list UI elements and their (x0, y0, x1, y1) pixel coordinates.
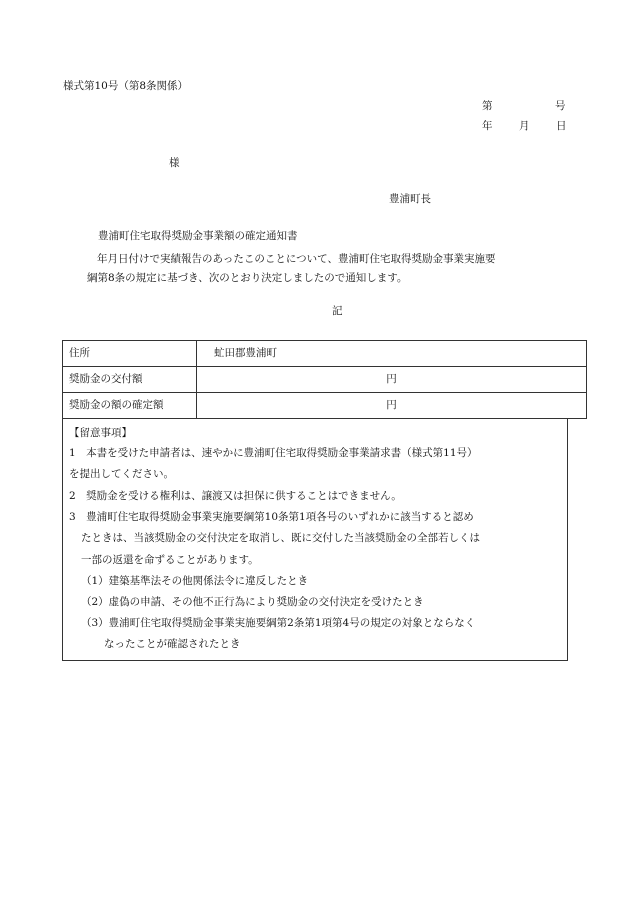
document-number-suffix: 号 (555, 100, 566, 112)
recipient-honorific: 様 (169, 157, 180, 169)
note-item-1-line-1: 1 本書を受けた申請者は、速やかに豊浦町住宅取得奨励金事業請求書（様式第11号） (69, 447, 478, 459)
table-row (63, 393, 587, 419)
body-line-1: 年月日付けで実績報告のあったこのことについて、豊浦町住宅取得奨励金事業実施要 (97, 253, 496, 265)
notes-heading: 【留意事項】 (69, 427, 132, 439)
note-sub-3-line-2: なったことが確認されたとき (104, 638, 241, 650)
grant-amount-unit: 円 (197, 367, 587, 393)
note-item-3-line-3: 一部の返還を命ずることがあります。 (81, 554, 259, 566)
body-text (87, 250, 567, 288)
table-row (63, 341, 587, 367)
form-number: 様式第10号（第8条関係） (63, 80, 189, 92)
note-item-1-line-2: を提出してください。 (69, 468, 174, 480)
date-day: 日 (556, 120, 567, 132)
note-sub-2: （2）虚偽の申請、その他不正行為により奨励金の交付決定を受けたとき (81, 596, 424, 608)
notes-box (62, 418, 568, 661)
grant-amount-label: 奨励金の交付額 (63, 367, 197, 393)
date-year: 年 (482, 120, 493, 132)
sender-title: 豊浦町長 (389, 193, 431, 205)
document-number-prefix: 第 (482, 100, 493, 112)
info-table (62, 340, 587, 419)
confirmed-amount-unit: 円 (197, 393, 587, 419)
date-month: 月 (519, 120, 530, 132)
note-sub-3-line-1: （3）豊浦町住宅取得奨励金事業実施要綱第2条第1項第4号の規定の対象とならなく (81, 617, 476, 629)
document-title: 豊浦町住宅取得奨励金事業額の確定通知書 (98, 230, 298, 242)
ki-heading: 記 (332, 305, 343, 317)
note-item-2: 2 奨励金を受ける権利は、譲渡又は担保に供することはできません。 (69, 490, 402, 502)
note-item-3-line-1: 3 豊浦町住宅取得奨励金事業実施要綱第10条第1項各号のいずれかに該当すると認め (69, 511, 474, 523)
table-row (63, 367, 587, 393)
note-sub-1: （1）建築基準法その他関係法令に違反したとき (81, 575, 309, 587)
address-value: 虻田郡豊浦町 (197, 341, 587, 367)
body-line-2: 綱第8条の規定に基づき、次のとおり決定しましたので通知します。 (87, 272, 408, 284)
address-label: 住所 (63, 341, 197, 367)
note-item-3-line-2: たときは、当該奨励金の交付決定を取消し、既に交付した当該奨励金の全部若しくは (81, 532, 480, 544)
confirmed-amount-label: 奨励金の額の確定額 (63, 393, 197, 419)
